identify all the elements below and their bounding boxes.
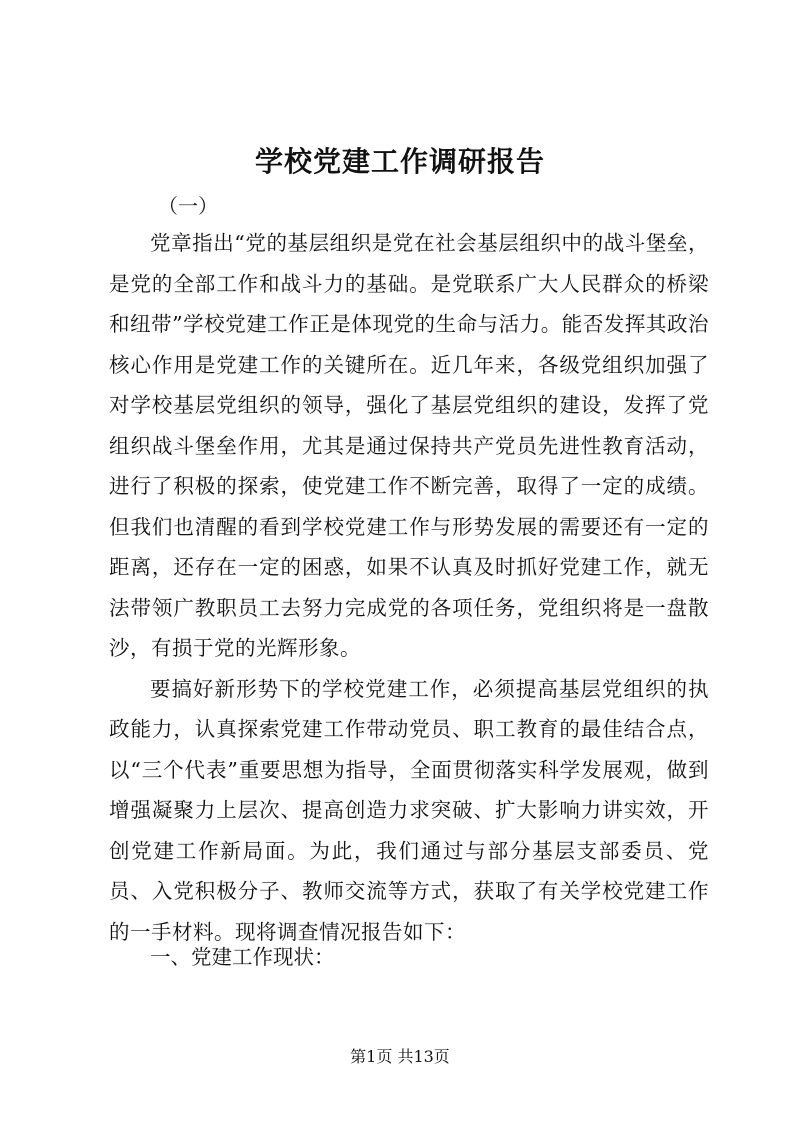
paragraph-1: 党章指出“党的基层组织是党在社会基层组织中的战斗堡垒，是党的全部工作和战斗力的基础。是党联系广大人民群众的桥梁和纽带”学校党建工作正是体现党的生命与活力。能否发挥其政治核心作用是党建工作的关键所在。近几年来，各级党组织加强了对学校基层党组织的领导，强化了基层党组织的建设，发挥了党组织战斗堡垒作用，尤其是通过保持共产党员先进性教育活动，进行了积极的探索，使党建工作不断完善，取得了一定的成绩。但我们也清醒的看到学校党建工作与形势发展的需要还有一定的距离，还存在一定的困惑，如果不认真及时抓好党建工作，就无法带领广教职员工去努力完成党的各项任务，党组织将是一盘散沙，有损于党的光辉形象。 — [109, 231, 709, 660]
document-subheading: （一） — [158, 194, 218, 218]
page-number-footer: 第1页 共13页 — [350, 1047, 450, 1066]
section-heading: 一、党建工作现状： — [150, 945, 335, 969]
paragraph-2: 要搞好新形势下的学校党建工作，必须提高基层党组织的执政能力，认真探索党建工作带动党员、职工教育的最佳结合点，以“三个代表”重要思想为指导，全面贯彻落实科学发展观，做到增强凝聚力上层次、提高创造力求突破、扩大影响力讲实效，开创党建工作新局面。为此，我们通过与部分基层支部委员、党员、入党积极分子、教师交流等方式，获取了有关学校党建工作的一手材料。现将调查情况报告如下： — [109, 676, 709, 944]
document-title: 学校党建工作调研报告 — [254, 145, 545, 178]
document-body — [109, 223, 709, 952]
